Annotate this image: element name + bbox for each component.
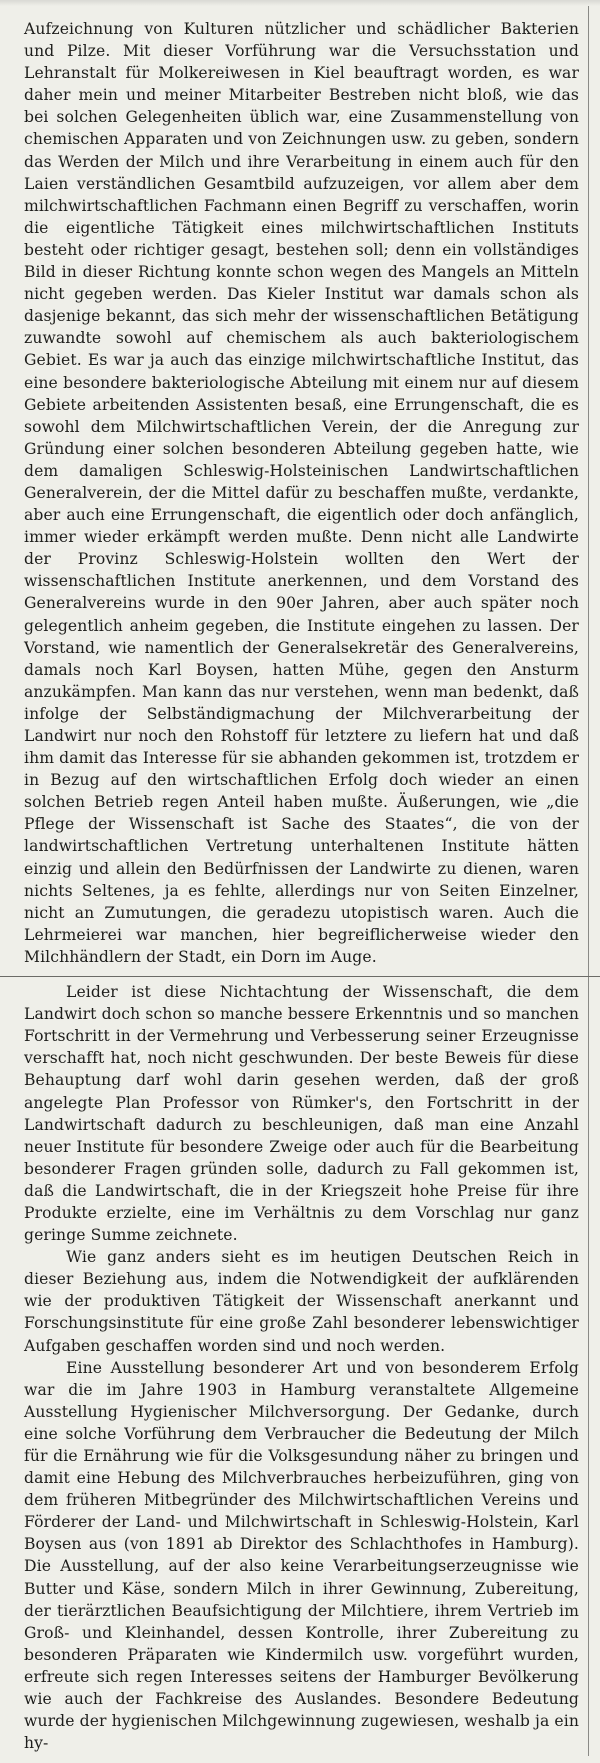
- paragraph-2: Leider ist diese Nichtachtung der Wissenschaft, die dem Landwirt doch schon so manche bessere Erkenntnis und so manchen Fortschritt in der Vermehrung und Verbesserung seiner Erzeugnisse verschafft hat, noch nicht geschwunden. Der beste Beweis für diese Behauptung darf wohl darin gesehen werden, daß der groß angelegte Plan Professor von Rümker's, den Fortschritt in der Landwirtschaft dadurch zu beschleunigen, daß man eine Anzahl neuer Institute für besondere Zweige oder auch für die Bearbeitung besonderer Fragen gründen solle, dadurch zu Fall gekommen ist, daß die Landwirtschaft, die in der Kriegszeit hohe Preise für ihre Produkte erzielte, eine im Verhältnis zu dem Vorschlag nur ganz geringe Summe zeichnete.: [24, 983, 579, 1245]
- section-divider: [0, 976, 600, 977]
- column-rule: [588, 6, 589, 1756]
- page-top-edge: [0, 0, 600, 6]
- paragraph-1: Aufzeichnung von Kulturen nützlicher und schädlicher Bakterien und Pilze. Mit dieser Vorführung war die Versuchsstation und Lehranstalt für Molkereiwesen in Kiel beauftragt worden, es war daher mein und meiner Mitarbeiter Bestreben nicht bloß, wie das bei solchen Gelegenheiten üblich war, eine Zusammenstellung von chemischen Apparaten und von Zeichnungen usw. zu geben, sondern das Werden der Milch und ihre Verarbeitung in einem auch für den Laien verständlichen Gesamtbild aufzuzeigen, vor allem aber dem milchwirtschaftlichen Fachmann einen Begriff zu verschaffen, worin die eigentliche Tätigkeit eines milchwirtschaftlichen Instituts besteht oder richtiger gesagt, bestehen soll; denn ein vollständiges Bild in dieser Richtung konnte schon wegen des Mangels an Mitteln nicht gegeben werden. Das Kieler Institut war damals schon als dasjenige bekannt, das sich mehr der wissenschaftlichen Betätigung zuwandte sowohl auf chemischem als auch bakteriologischem Gebiet. Es war ja auch das einzige milchwirtschaftliche Institut, das eine besondere bakteriologische Abteilung mit einem nur auf diesem Gebiete arbeitenden Assistenten besaß, eine Errungenschaft, die es sowohl dem Milchwirtschaftlichen Verein, der die Anregung zur Gründung einer solchen besonderen Abteilung gegeben hatte, wie dem damaligen Schleswig-Holsteinischen Landwirtschaftlichen Generalverein, der die Mittel dafür zu beschaffen mußte, verdankte, aber auch eine Errungenschaft, die eigentlich oder doch anfänglich, immer wieder erkämpft werden mußte. Denn nicht alle Landwirte der Provinz Schleswig-Holstein wollten den Wert der wissenschaftlichen Institute anerkennen, und dem Vorstand des Generalvereins wurde in den 90er Jahren, aber auch später noch gelegentlich anheim gegeben, die Institute eingehen zu lassen. Der Vorstand, wie namentlich der Generalsekretär des Generalvereins, damals noch Karl Boysen, hatten Mühe, gegen den Ansturm anzukämpfen. Man kann das nur verstehen, wenn man bedenkt, daß infolge der Selbständigmachung der Milchverarbeitung der Landwirt nur noch den Rohstoff für letztere zu liefern hat und daß ihm damit das Interesse für sie abhanden gekommen ist, trotzdem er in Bezug auf den wirtschaftlichen Erfolg doch wieder an einen solchen Betrieb regen Anteil haben mußte. Äußerungen, wie „die Pflege der Wissenschaft ist Sache des Staates“, die von der landwirtschaftlichen Vertretung unterhaltenen Institute hätten einzig und allein den Bedürfnissen der Landwirte zu dienen, waren nichts Seltenes, ja es fehlte, allerdings nur von Seiten Einzelner, nicht an Zumutungen, die geradezu utopistisch waren. Auch die Lehrmeierei war manchen, hier begreiflicherweise wieder den Milchhändlern der Stadt, ein Dorn im Auge.: [24, 20, 579, 966]
- paragraph-4: Eine Ausstellung besonderer Art und von besonderem Erfolg war die im Jahre 1903 in Hamburg veranstaltete Allgemeine Ausstellung Hygienischer Milchversorgung. Der Gedanke, durch eine solche Vorführung dem Verbraucher die Bedeutung der Milch für die Ernährung wie für die Volksgesundung näher zu bringen und damit eine Hebung des Milchverbrauches herbeizuführen, ging von dem früheren Mitbegründer des Milchwirtschaftlichen Vereins und Förderer der Land- und Milchwirtschaft in Schleswig-Holstein, Karl Boysen aus (von 1891 ab Direktor des Schlachthofes in Hamburg). Die Ausstellung, auf der also keine Verarbeitungserzeugnisse wie Butter und Käse, sondern Milch in ihrer Gewinnung, Zubereitung, der tierärztlichen Beaufsichtigung der Milchtiere, ihrem Vertrieb im Groß- und Kleinhandel, dessen Kontrolle, ihrer Zubereitung zu besonderen Präparaten wie Kindermilch usw. vorgeführt wurden, erfreute sich regen Interesses seitens der Hamburger Bevölkerung wie auch der Fachkreise des Auslandes. Besondere Bedeutung wurde der hygienischen Milchgewinnung zugewiesen, weshalb ja ein hy-: [24, 1358, 579, 1753]
- paragraph-3: Wie ganz anders sieht es im heutigen Deutschen Reich in dieser Beziehung aus, indem die Notwendigkeit der aufklärenden wie der produktiven Tätigkeit der Wissenschaft anerkannt und Forschungsinstitute für eine große Zahl besonderer lebenswichtiger Aufgaben geschaffen worden sind und noch werden.: [24, 1248, 579, 1355]
- article-column: [24, 18, 579, 1754]
